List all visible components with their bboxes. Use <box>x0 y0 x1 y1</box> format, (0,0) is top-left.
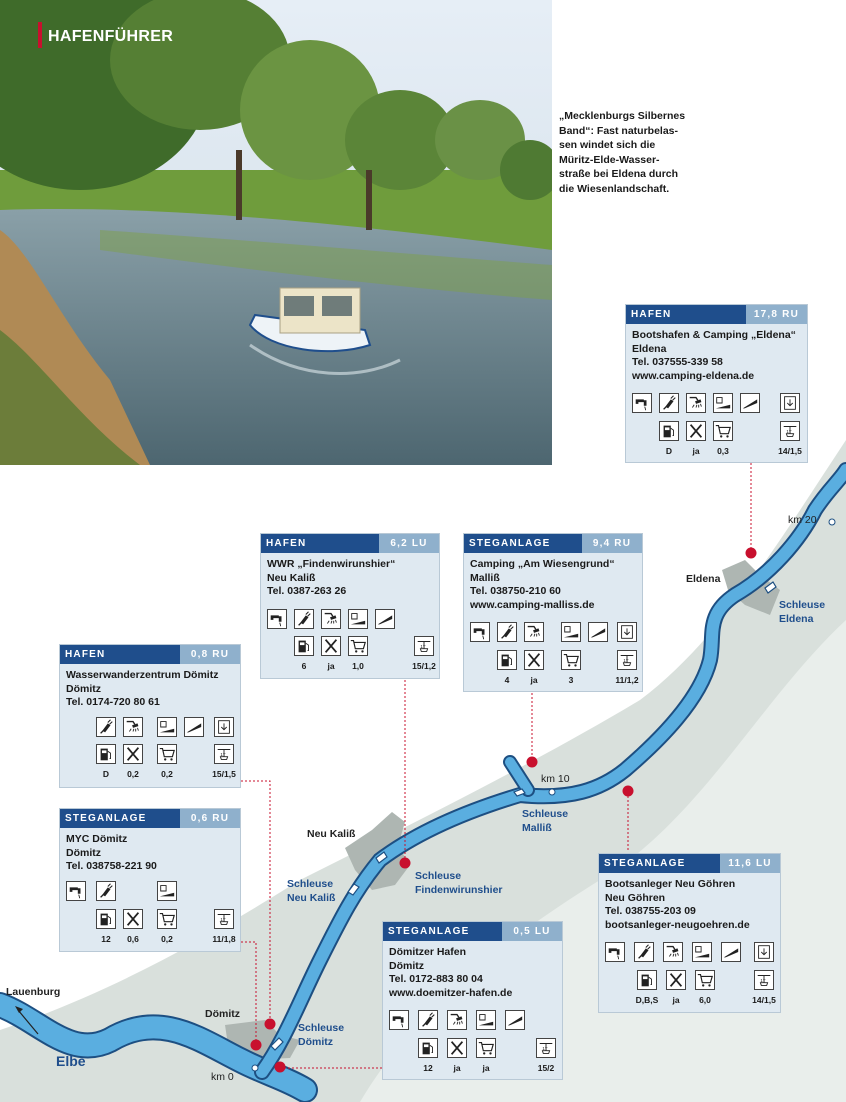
km-label-10: km 10 <box>541 773 570 785</box>
amenity-value: 15/1,2 <box>412 661 436 671</box>
dot-wiesengrund[interactable] <box>527 757 538 768</box>
crane-icon <box>780 421 800 441</box>
amenity-value: 0,3 <box>717 446 729 456</box>
slipway-icon <box>348 609 368 629</box>
box-body <box>60 828 240 878</box>
shopping-cart-icon <box>157 744 177 764</box>
restaurant-icon <box>686 421 706 441</box>
amenity-value: ja <box>453 1063 461 1073</box>
box-camping-wiesengrund[interactable] <box>463 533 643 692</box>
km0-marker <box>252 1065 258 1071</box>
box-type: HAFEN <box>261 534 379 553</box>
box-km: 9,4 RU <box>582 534 642 553</box>
amenity-value: 12 <box>423 1063 433 1073</box>
lock-label-line: Dömitz <box>298 1036 333 1048</box>
box-line: Bootsanleger Neu Göhren <box>605 878 736 890</box>
box-header <box>464 534 642 553</box>
restaurant-icon <box>447 1038 467 1058</box>
lock-label-line: Schleuse <box>287 878 334 890</box>
caption-line: die Wiesenlandschaft. <box>559 182 670 195</box>
waste-disposal-icon <box>617 622 637 642</box>
box-wasserwanderzentrum[interactable] <box>59 644 241 788</box>
box-line: Neu Kaliß <box>267 571 316 584</box>
amenity-value: ja <box>327 661 335 671</box>
box-type: STEGANLAGE <box>383 922 502 941</box>
slipway-icon <box>157 717 177 737</box>
place-elbe: Elbe <box>56 1053 86 1069</box>
amenity-value: 3 <box>568 675 574 685</box>
dot-wwr[interactable] <box>400 858 411 869</box>
box-type: HAFEN <box>60 645 180 664</box>
place-neu-kalis: Neu Kaliß <box>307 828 356 840</box>
amenity-value: 15/1,5 <box>212 769 236 779</box>
shopping-cart-icon <box>476 1038 496 1058</box>
shopping-cart-icon <box>713 421 733 441</box>
box-header <box>383 922 562 941</box>
box-header <box>60 809 240 828</box>
box-line: Tel. 038758-221 90 <box>66 860 157 873</box>
slipway-icon <box>692 942 712 962</box>
fuel-pump-icon <box>497 650 517 670</box>
dot-myc[interactable] <box>251 1040 262 1051</box>
power-plug-icon <box>497 622 517 642</box>
amenity-value: 11/1,8 <box>212 934 236 944</box>
amenity-value: 6,0 <box>699 995 711 1005</box>
power-plug-icon <box>294 609 314 629</box>
box-line: Neu Göhren <box>605 891 666 904</box>
shower-icon <box>524 622 544 642</box>
dot-wasserwanderzentrum[interactable] <box>265 1019 276 1030</box>
box-header <box>626 305 807 324</box>
amenity-value: ja <box>692 446 700 456</box>
crane-icon <box>536 1038 556 1058</box>
box-body <box>626 324 807 387</box>
fuel-pump-icon <box>96 909 116 929</box>
amenity-value: ja <box>530 675 538 685</box>
amenity-value: 14/1,5 <box>752 995 776 1005</box>
section-header <box>38 22 173 48</box>
box-line: Eldena <box>632 342 667 355</box>
lock-label-line: Schleuse <box>415 870 462 882</box>
power-plug-icon <box>418 1010 438 1030</box>
dot-neu-goehren[interactable] <box>623 786 634 797</box>
power-plug-icon <box>634 942 654 962</box>
lock-label-line: Schleuse <box>298 1022 345 1034</box>
slipway-icon <box>713 393 733 413</box>
box-line: Dömitz <box>389 959 424 972</box>
lock-label-eldena <box>779 598 825 626</box>
restaurant-icon <box>123 909 143 929</box>
power-plug-icon <box>659 393 679 413</box>
box-km: 0,6 RU <box>180 809 240 828</box>
fuel-pump-icon <box>637 970 657 990</box>
boat-ramp-icon <box>375 609 395 629</box>
amenity-value: 12 <box>101 934 111 944</box>
box-header <box>599 854 780 873</box>
amenity-value: 0,2 <box>127 769 139 779</box>
box-line: Wasserwanderzentrum Dömitz <box>66 669 219 681</box>
box-line: www.camping-malliss.de <box>470 598 595 611</box>
photo-caption <box>559 109 699 197</box>
box-line: Camping „Am Wiesengrund“ <box>470 558 615 570</box>
amenity-value: 14/1,5 <box>778 446 802 456</box>
lock-label-line: Malliß <box>522 822 552 834</box>
box-neu-goehren[interactable] <box>598 853 781 1013</box>
km20-marker <box>829 519 835 525</box>
section-title: HAFENFÜHRER <box>48 28 174 45</box>
lock-label-line: Neu Kaliß <box>287 892 336 904</box>
shopping-cart-icon <box>157 909 177 929</box>
fuel-pump-icon <box>96 744 116 764</box>
box-header <box>60 645 240 664</box>
box-type: HAFEN <box>626 305 746 324</box>
amenity-value: D,B,S <box>635 995 659 1005</box>
box-body <box>599 873 780 936</box>
lock-label-findenwirunshier <box>415 869 503 897</box>
caption-line: „Mecklenburgs Silbernes <box>559 110 686 122</box>
box-body <box>261 553 439 603</box>
boat-ramp-icon <box>505 1010 525 1030</box>
box-km: 11,6 LU <box>720 854 780 873</box>
water-tap-icon <box>389 1010 409 1030</box>
caption-line: straße bei Eldena durch <box>559 168 679 181</box>
shower-icon <box>447 1010 467 1030</box>
water-tap-icon <box>632 393 652 413</box>
box-body <box>383 941 562 1004</box>
lock-label-line: Schleuse <box>779 599 826 611</box>
restaurant-icon <box>123 744 143 764</box>
shopping-cart-icon <box>348 636 368 656</box>
box-type: STEGANLAGE <box>60 809 180 828</box>
amenity-value: ja <box>672 995 680 1005</box>
shopping-cart-icon <box>695 970 715 990</box>
shower-icon <box>686 393 706 413</box>
box-body <box>60 664 240 714</box>
lock-label-line: Eldena <box>779 613 814 625</box>
slipway-icon <box>157 881 177 901</box>
dot-doemitzer-hafen[interactable] <box>275 1062 286 1073</box>
crane-icon <box>617 650 637 670</box>
photo-canal-eldena <box>0 0 552 465</box>
shower-icon <box>663 942 683 962</box>
amenity-value: 15/2 <box>537 1063 555 1073</box>
box-header <box>261 534 439 553</box>
box-body <box>464 553 642 616</box>
box-line: Malliß <box>470 571 500 584</box>
box-line: MYC Dömitz <box>66 833 128 845</box>
box-line: Tel. 0387-263 26 <box>267 585 347 598</box>
box-myc[interactable] <box>59 808 241 952</box>
waste-disposal-icon <box>214 717 234 737</box>
box-km: 0,8 RU <box>180 645 240 664</box>
place-doemitz: Dömitz <box>205 1008 240 1020</box>
km-label-0: km 0 <box>211 1071 234 1083</box>
box-line: www.camping-eldena.de <box>632 369 755 382</box>
box-line: Tel. 0174-720 80 61 <box>66 696 160 709</box>
water-tap-icon <box>605 942 625 962</box>
box-line: bootsanleger-neugoehren.de <box>605 918 750 931</box>
box-line: Dömitz <box>66 682 101 695</box>
lock-label-mallis <box>522 807 568 835</box>
amenity-value: ja <box>482 1063 490 1073</box>
shower-icon <box>321 609 341 629</box>
box-type: STEGANLAGE <box>599 854 720 873</box>
fuel-pump-icon <box>418 1038 438 1058</box>
water-tap-icon <box>66 881 86 901</box>
place-lauenburg: Lauenburg <box>6 986 61 998</box>
waste-disposal-icon <box>780 393 800 413</box>
km-label-20: km 20 <box>788 514 817 526</box>
box-line: Dömitzer Hafen <box>389 946 467 958</box>
box-km: 17,8 RU <box>746 305 807 324</box>
box-doemitzer-hafen[interactable] <box>382 921 563 1080</box>
box-km: 0,5 LU <box>502 922 562 941</box>
caption-line: Müritz-Elde-Wasser- <box>559 153 660 166</box>
box-line: Bootshafen & Camping „Eldena“ <box>632 329 796 341</box>
box-line: Tel. 038755-203 09 <box>605 905 696 918</box>
crane-icon <box>214 744 234 764</box>
crane-icon <box>414 636 434 656</box>
amenity-value: D <box>665 446 673 456</box>
amenity-value: 6 <box>301 661 307 671</box>
water-tap-icon <box>470 622 490 642</box>
box-line: www.doemitzer-hafen.de <box>389 986 513 999</box>
fuel-pump-icon <box>294 636 314 656</box>
caption-line: sen windet sich die <box>559 139 656 152</box>
place-eldena: Eldena <box>686 573 721 585</box>
boat-ramp-icon <box>184 717 204 737</box>
crane-icon <box>754 970 774 990</box>
amenity-value: 0,6 <box>127 934 139 944</box>
amenity-value: 11/1,2 <box>615 675 639 685</box>
lock-label-line: Findenwirunshier <box>415 884 503 896</box>
box-eldena[interactable] <box>625 304 808 463</box>
lock-label-line: Schleuse <box>522 808 569 820</box>
amenity-value: 4 <box>504 675 510 685</box>
box-line: Tel. 037555-339 58 <box>632 356 723 369</box>
shopping-cart-icon <box>561 650 581 670</box>
box-line: WWR „Findenwirunshier“ <box>267 558 396 570</box>
amenity-value: D <box>102 769 110 779</box>
lock-label-doemitz <box>298 1021 344 1049</box>
amenity-value: 0,2 <box>161 769 173 779</box>
dot-eldena[interactable] <box>746 548 757 559</box>
power-plug-icon <box>96 717 116 737</box>
km10-marker <box>549 789 555 795</box>
box-line: Tel. 038750-210 60 <box>470 585 561 598</box>
amenity-value: 0,2 <box>161 934 173 944</box>
lock-label-neu-kalis <box>287 877 335 905</box>
boat-ramp-icon <box>740 393 760 413</box>
slipway-icon <box>561 622 581 642</box>
caption-line: Band“: Fast naturbelas- <box>559 124 679 137</box>
slipway-icon <box>476 1010 496 1030</box>
box-line: Tel. 0172-883 80 04 <box>389 973 483 986</box>
waste-disposal-icon <box>754 942 774 962</box>
restaurant-icon <box>666 970 686 990</box>
restaurant-icon <box>321 636 341 656</box>
shower-icon <box>123 717 143 737</box>
box-wwr[interactable] <box>260 533 440 679</box>
box-line: Dömitz <box>66 846 101 859</box>
box-type: STEGANLAGE <box>464 534 582 553</box>
amenity-value: 1,0 <box>352 661 364 671</box>
water-tap-icon <box>267 609 287 629</box>
restaurant-icon <box>524 650 544 670</box>
crane-icon <box>214 909 234 929</box>
box-km: 6,2 LU <box>379 534 439 553</box>
boat-ramp-icon <box>588 622 608 642</box>
boat-ramp-icon <box>721 942 741 962</box>
power-plug-icon <box>96 881 116 901</box>
fuel-pump-icon <box>659 421 679 441</box>
